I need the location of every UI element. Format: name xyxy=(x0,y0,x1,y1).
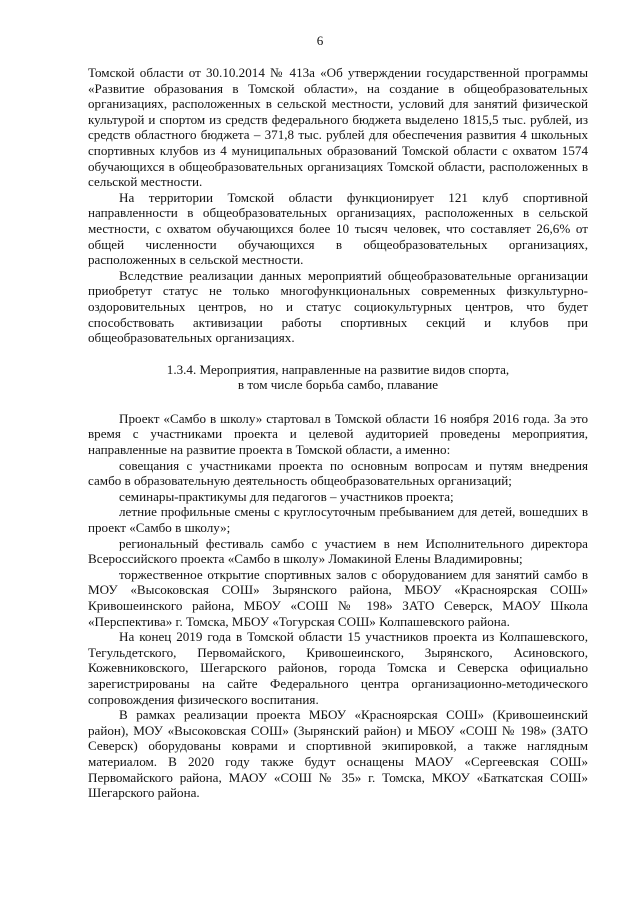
paragraph-sambo-project: Проект «Самбо в школу» стартовал в Томской области 16 ноября 2016 года. За это время с участниками проекта и целевой аудиторией проведены мероприятия, направленные на развитие проекта в Томской области, а именно: xyxy=(88,410,588,458)
paragraph-consequences: Вследствие реализации данных мероприятий общеобразовательные организации приобретут статус не только многофункциональных современных физкультурно-оздоровительных центров, но и статус социокультурных центров, что будет способствовать активизации работы спортивных секций и клубов при общеобразовательных организациях. xyxy=(88,267,588,346)
section-heading-line1: 1.3.4. Мероприятия, направленные на развитие видов спорта, xyxy=(166,361,510,377)
list-item-gym-openings: торжественное открытие спортивных залов с оборудованием для занятий самбо в МОУ «Высоковская СОШ» Зырянского района, МБОУ «Красноярская СОШ» Кривошеинского района, МБОУ «СОШ № 198» ЗАТО Северск, МАОУ Школа «Перспектива» г. Томска, МБОУ «Тогурская СОШ» Колпашевского района. xyxy=(88,566,588,629)
list-item-summer-camps: летние профильные смены с круглосуточным пребыванием для детей, вошедших в проект «Самбо в школу»; xyxy=(88,504,588,536)
paragraph-equipment: В рамках реализации проекта МБОУ «Красноярская СОШ» (Кривошеинский район), МОУ «Высоковская СОШ» (Зырянский район) и МБОУ «СОШ № 198» (ЗАТО Северск) оборудованы коврами и спортивной экипировкой, а также наглядным материалом. В 2020 году также будут оснащены МАОУ «Сергеевская СОШ» Первомайского района, МАОУ «СОШ № 35» г. Томска, МКОУ «Баткатская СОШ» Шегарского района. xyxy=(88,707,588,801)
document-body xyxy=(88,65,588,801)
page-number: 6 xyxy=(316,33,324,48)
section-heading-line2: в том числе борьба самбо, плавание xyxy=(237,377,439,393)
paragraph-participants-2019: На конец 2019 года в Томской области 15 участников проекта из Колпашевского, Тегульдетского, Первомайского, Кривошеинского, Зырянского, Асиновского, Кожевниковского, Шегарского районов, города Томска и Северска официально зарегистрированы на сайте Федерального центра организационно-методического сопровождения физического воспитания. xyxy=(88,629,588,707)
list-item-festival: региональный фестиваль самбо с участием в нем Исполнительного директора Всероссийского проекта «Самбо в школу» Ломакиной Елены Владимировны; xyxy=(88,535,588,567)
paragraph-program-funding: Томской области от 30.10.2014 № 413а «Об утверждении государственной программы «Развитие образования в Томской области», на создание в общеобразовательных организациях, расположенных в сельской местности, условий для занятий физической культурой и спортом из средств федерального бюджета выделено 1815,5 тыс. рублей, из средств областного бюджета – 371,8 тыс. рублей для обеспечения развития 4 школьных спортивных клубов из 4 муниципальных образований Томской области с охватом 1574 обучающихся в общеобразовательных организациях Томской области, расположенных в сельской местности. xyxy=(88,65,588,190)
section-heading xyxy=(88,362,588,393)
list-item-meetings: совещания с участниками проекта по основным вопросам и путям внедрения самбо в образовательную деятельность общеобразовательных организаций; xyxy=(88,457,588,489)
paragraph-sport-clubs: На территории Томской области функционирует 121 клуб спортивной направленности в общеобразовательных организациях, расположенных в сельской местности, с охватом обучающихся более 10 тысяч человек, что составляет 26,6% от общей численности обучающихся в общеобразовательных организациях, расположенных в сельской местности. xyxy=(88,189,588,268)
list-item-seminars: семинары-практикумы для педагогов – участников проекта; xyxy=(119,488,454,504)
